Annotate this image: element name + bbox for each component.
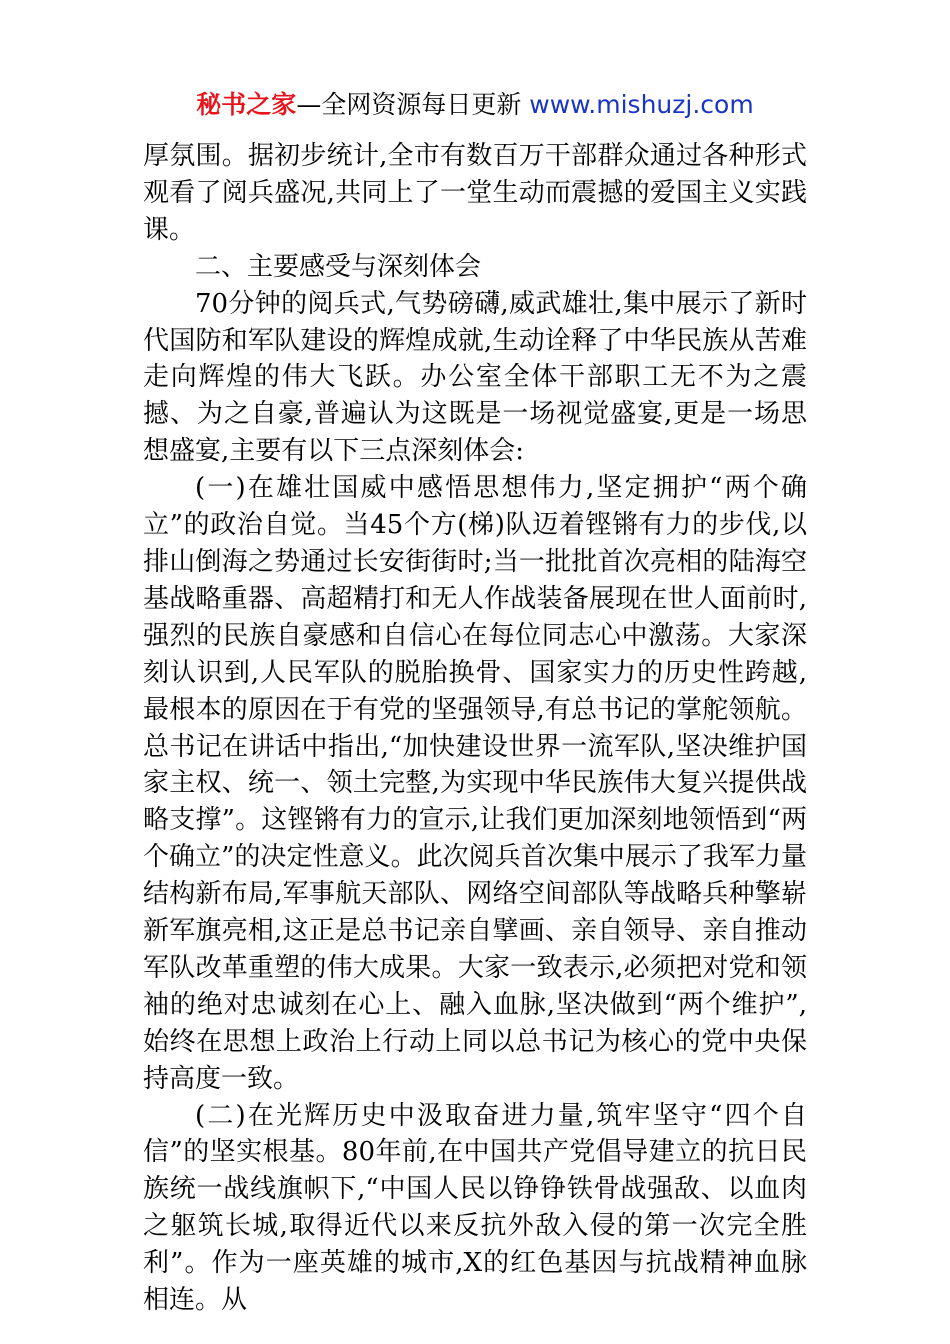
paragraph-continuation: 厚氛围。据初步统计,全市有数百万干部群众通过各种形式观看了阅兵盛况,共同上了一堂生动而震撼的爱国主义实践课。 <box>143 141 807 245</box>
section-heading: 二、主要感受与深刻体会 <box>195 251 482 282</box>
page-header <box>0 88 950 122</box>
site-tagline: —全网资源每日更新 <box>296 90 530 119</box>
site-brand: 秘书之家 <box>196 90 297 119</box>
site-url-link[interactable]: www.mishuzj.com <box>529 90 754 119</box>
paragraph-intro: 70分钟的阅兵式,气势磅礴,威武雄壮,集中展示了新时代国防和军队建设的辉煌成就,生动诠释了中华民族从苦难走向辉煌的伟大飞跃。办公室全体干部职工无不为之震撼、为之自豪,普遍认为这既是一场视觉盛宴,更是一场思想盛宴,主要有以下三点深刻体会: <box>143 288 807 467</box>
paragraph-point-one: (一)在雄壮国威中感悟思想伟力,坚定拥护“两个确立”的政治自觉。当45个方(梯)队迈着铿锵有力的步伐,以排山倒海之势通过长安街街时;当一批批首次亮相的陆海空基战略重器、高超精打和无人作战装备展现在世人面前时,强烈的民族自豪感和自信心在每位同志心中激荡。大家深刻认识到,人民军队的脱胎换骨、国家实力的历史性跨越,最根本的原因在于有党的坚强领导,有总书记的掌舵领航。总书记在讲话中指出,“加快建设世界一流军队,坚决维护国家主权、统一、领土完整,为实现中华民族伟大复兴提供战略支撑”。这铿锵有力的宣示,让我们更加深刻地领悟到“两个确立”的决定性意义。此次阅兵首次集中展示了我军力量结构新布局,军事航天部队、网络空间部队等战略兵种擎崭新军旗亮相,这正是总书记亲自擘画、亲自领导、亲自推动军队改革重塑的伟大成果。大家一致表示,必须把对党和领袖的绝对忠诚刻在心上、融入血脉,坚决做到“两个维护”,始终在思想上政治上行动上同以总书记为核心的党中央保持高度一致。 <box>143 473 807 1094</box>
document-body <box>143 138 807 1319</box>
paragraph-point-two: (二)在光辉历史中汲取奋进力量,筑牢坚守“四个自信”的坚实根基。80年前,在中国共产党倡导建立的抗日民族统一战线旗帜下,“中国人民以铮铮铁骨战强敌、以血肉之躯筑长城,取得近代以来反抗外敌入侵的第一次完全胜利”。作为一座英雄的城市,X的红色基因与抗战精神血脉相连。从 <box>143 1100 807 1316</box>
